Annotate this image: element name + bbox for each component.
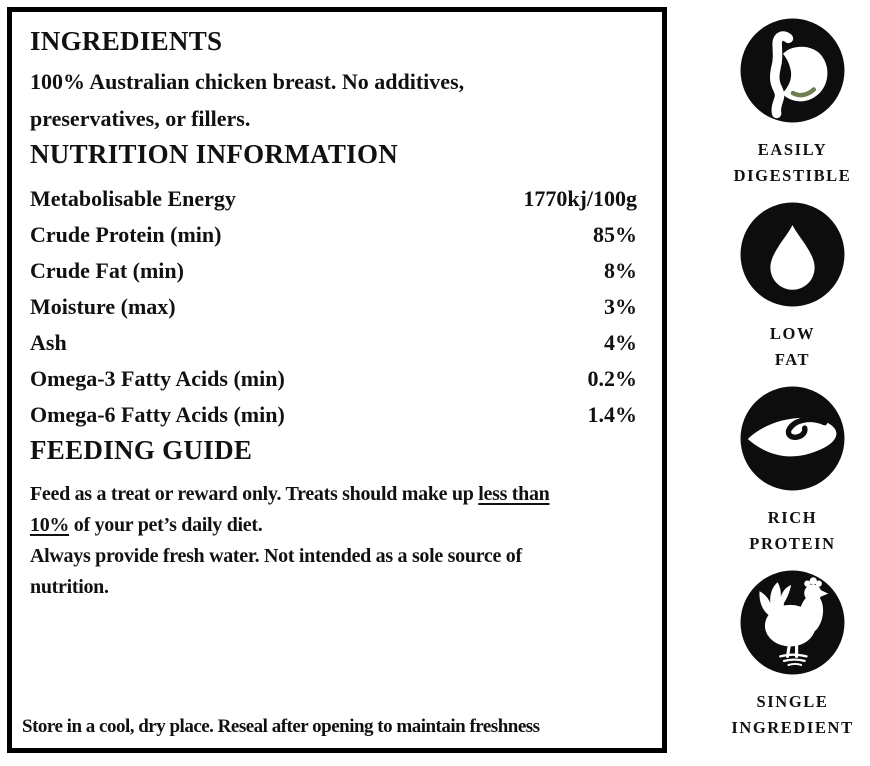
nutrient-value: 0.2% [587,366,637,391]
badge-low-fat [736,198,849,373]
badge-caption-line1: LOW [769,324,816,343]
feeding-line4: nutrition. [30,576,109,598]
feeding-guide-title: FEEDING GUIDE [30,435,253,465]
table-row [30,397,637,433]
badge-caption-line2: INGREDIENT [731,718,854,737]
table-row [30,253,637,289]
badge-caption [734,137,852,189]
chicken-icon [736,566,849,679]
nutrient-name: Metabolisable Energy [30,186,236,211]
badge-single-ingredient [731,566,853,741]
feeding-guide-text [30,479,637,603]
underlined-text: less than [478,483,550,505]
nutrient-name: Ash [30,330,67,355]
nutrient-value: 85% [593,222,637,247]
badge-rich-protein [736,382,849,557]
storage-note: Store in a cool, dry place. Reseal after opening to maintain freshness [22,716,540,737]
feeding-line1-text: Feed as a treat or reward only. Treats should make up [30,483,479,505]
info-panel [7,7,667,753]
nutrition-title: NUTRITION INFORMATION [30,139,399,169]
badge-caption-line1: EASILY [757,140,828,159]
feeding-line2 [30,510,637,541]
feeding-line2-text: of your pet’s daily diet. [69,514,263,536]
nutrient-value: 1770kj/100g [523,186,637,211]
table-row [30,217,637,253]
nutrient-name: Omega-3 Fatty Acids (min) [30,366,285,391]
nutrient-value: 3% [604,294,637,319]
badge-easily-digestible [734,14,852,189]
nutrient-value: 4% [604,330,637,355]
underlined-text: 10% [30,514,70,536]
ingredients-title: INGREDIENTS [30,26,223,56]
stomach-icon [736,14,849,127]
table-row [30,361,637,397]
table-row [30,181,637,217]
badge-column [700,14,870,741]
badge-caption-line2: PROTEIN [749,534,836,553]
nutrient-name: Moisture (max) [30,294,176,319]
meat-icon [736,382,849,495]
ingredients-line1: 100% Australian chicken breast. No additives, [30,69,465,94]
nutrient-name: Omega-6 Fatty Acids (min) [30,402,285,427]
nutrient-name: Crude Protein (min) [30,222,222,247]
badge-caption-line1: SINGLE [756,692,829,711]
ingredients-line2: preservatives, or fillers. [30,106,251,131]
nutrient-value: 8% [604,258,637,283]
table-row [30,289,637,325]
badge-caption [770,321,815,373]
nutrient-value: 1.4% [587,402,637,427]
badge-caption-line2: FAT [774,350,811,369]
badge-caption [749,505,835,557]
badge-caption-line2: DIGESTIBLE [733,166,852,185]
feeding-line3: Always provide fresh water. Not intended as a sole source of [30,545,522,567]
water-drop-icon [736,198,849,311]
badge-caption [731,689,853,741]
badge-caption-line1: RICH [767,508,818,527]
feeding-line1 [30,479,637,510]
table-row [30,325,637,361]
ingredients-text [30,63,637,137]
nutrient-name: Crude Fat (min) [30,258,184,283]
nutrition-table [30,181,637,433]
